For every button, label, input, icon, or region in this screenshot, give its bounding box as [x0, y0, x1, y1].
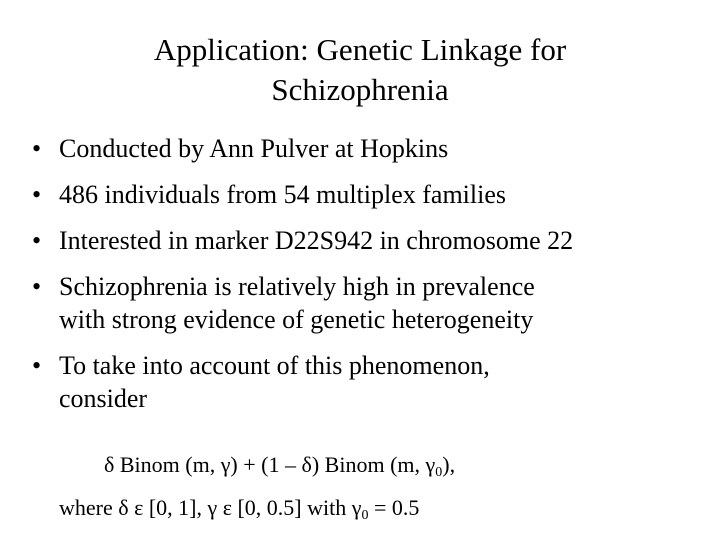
slide-title-line-1: Application: Genetic Linkage for — [153, 32, 567, 67]
bullet-text: Conducted by Ann Pulver at Hopkins — [59, 134, 449, 163]
bullet-dot-icon: • — [32, 351, 42, 380]
bullet-item — [30, 132, 710, 165]
constraints-subscript: 0 — [361, 508, 369, 523]
bullet-text-continued: consider — [59, 384, 148, 413]
bullet-dot-icon: • — [32, 134, 42, 163]
bullet-dot-icon: • — [32, 180, 42, 209]
bullet-text: To take into account of this phenomenon, — [59, 351, 490, 380]
bullet-text-continued: with strong evidence of genetic heterogeneity — [59, 305, 534, 334]
constraints-text-end: = 0.5 — [368, 495, 420, 520]
parameter-constraints — [59, 494, 419, 522]
bullet-item — [30, 270, 710, 336]
bullet-dot-icon: • — [32, 272, 42, 301]
bullet-text: Schizophrenia is relatively high in prevalence — [59, 272, 535, 301]
formula-text: δ Binom (m, γ) + (1 – δ) Binom (m, γ — [104, 452, 436, 477]
bullet-text: Interested in marker D22S942 in chromosome 22 — [59, 226, 574, 255]
bullet-list — [30, 132, 710, 428]
formula-text-end: ), — [442, 452, 456, 477]
constraints-text: where δ ε [0, 1], γ ε [0, 0.5] with γ — [59, 495, 362, 520]
mixture-formula — [104, 451, 455, 479]
bullet-item — [30, 178, 710, 211]
bullet-text: 486 individuals from 54 multiplex families — [59, 180, 507, 209]
bullet-item — [30, 224, 710, 257]
slide-title-line-2: Schizophrenia — [271, 72, 449, 107]
slide-title — [60, 30, 660, 110]
bullet-item — [30, 349, 710, 415]
formula-subscript: 0 — [435, 465, 443, 480]
bullet-dot-icon: • — [32, 226, 42, 255]
